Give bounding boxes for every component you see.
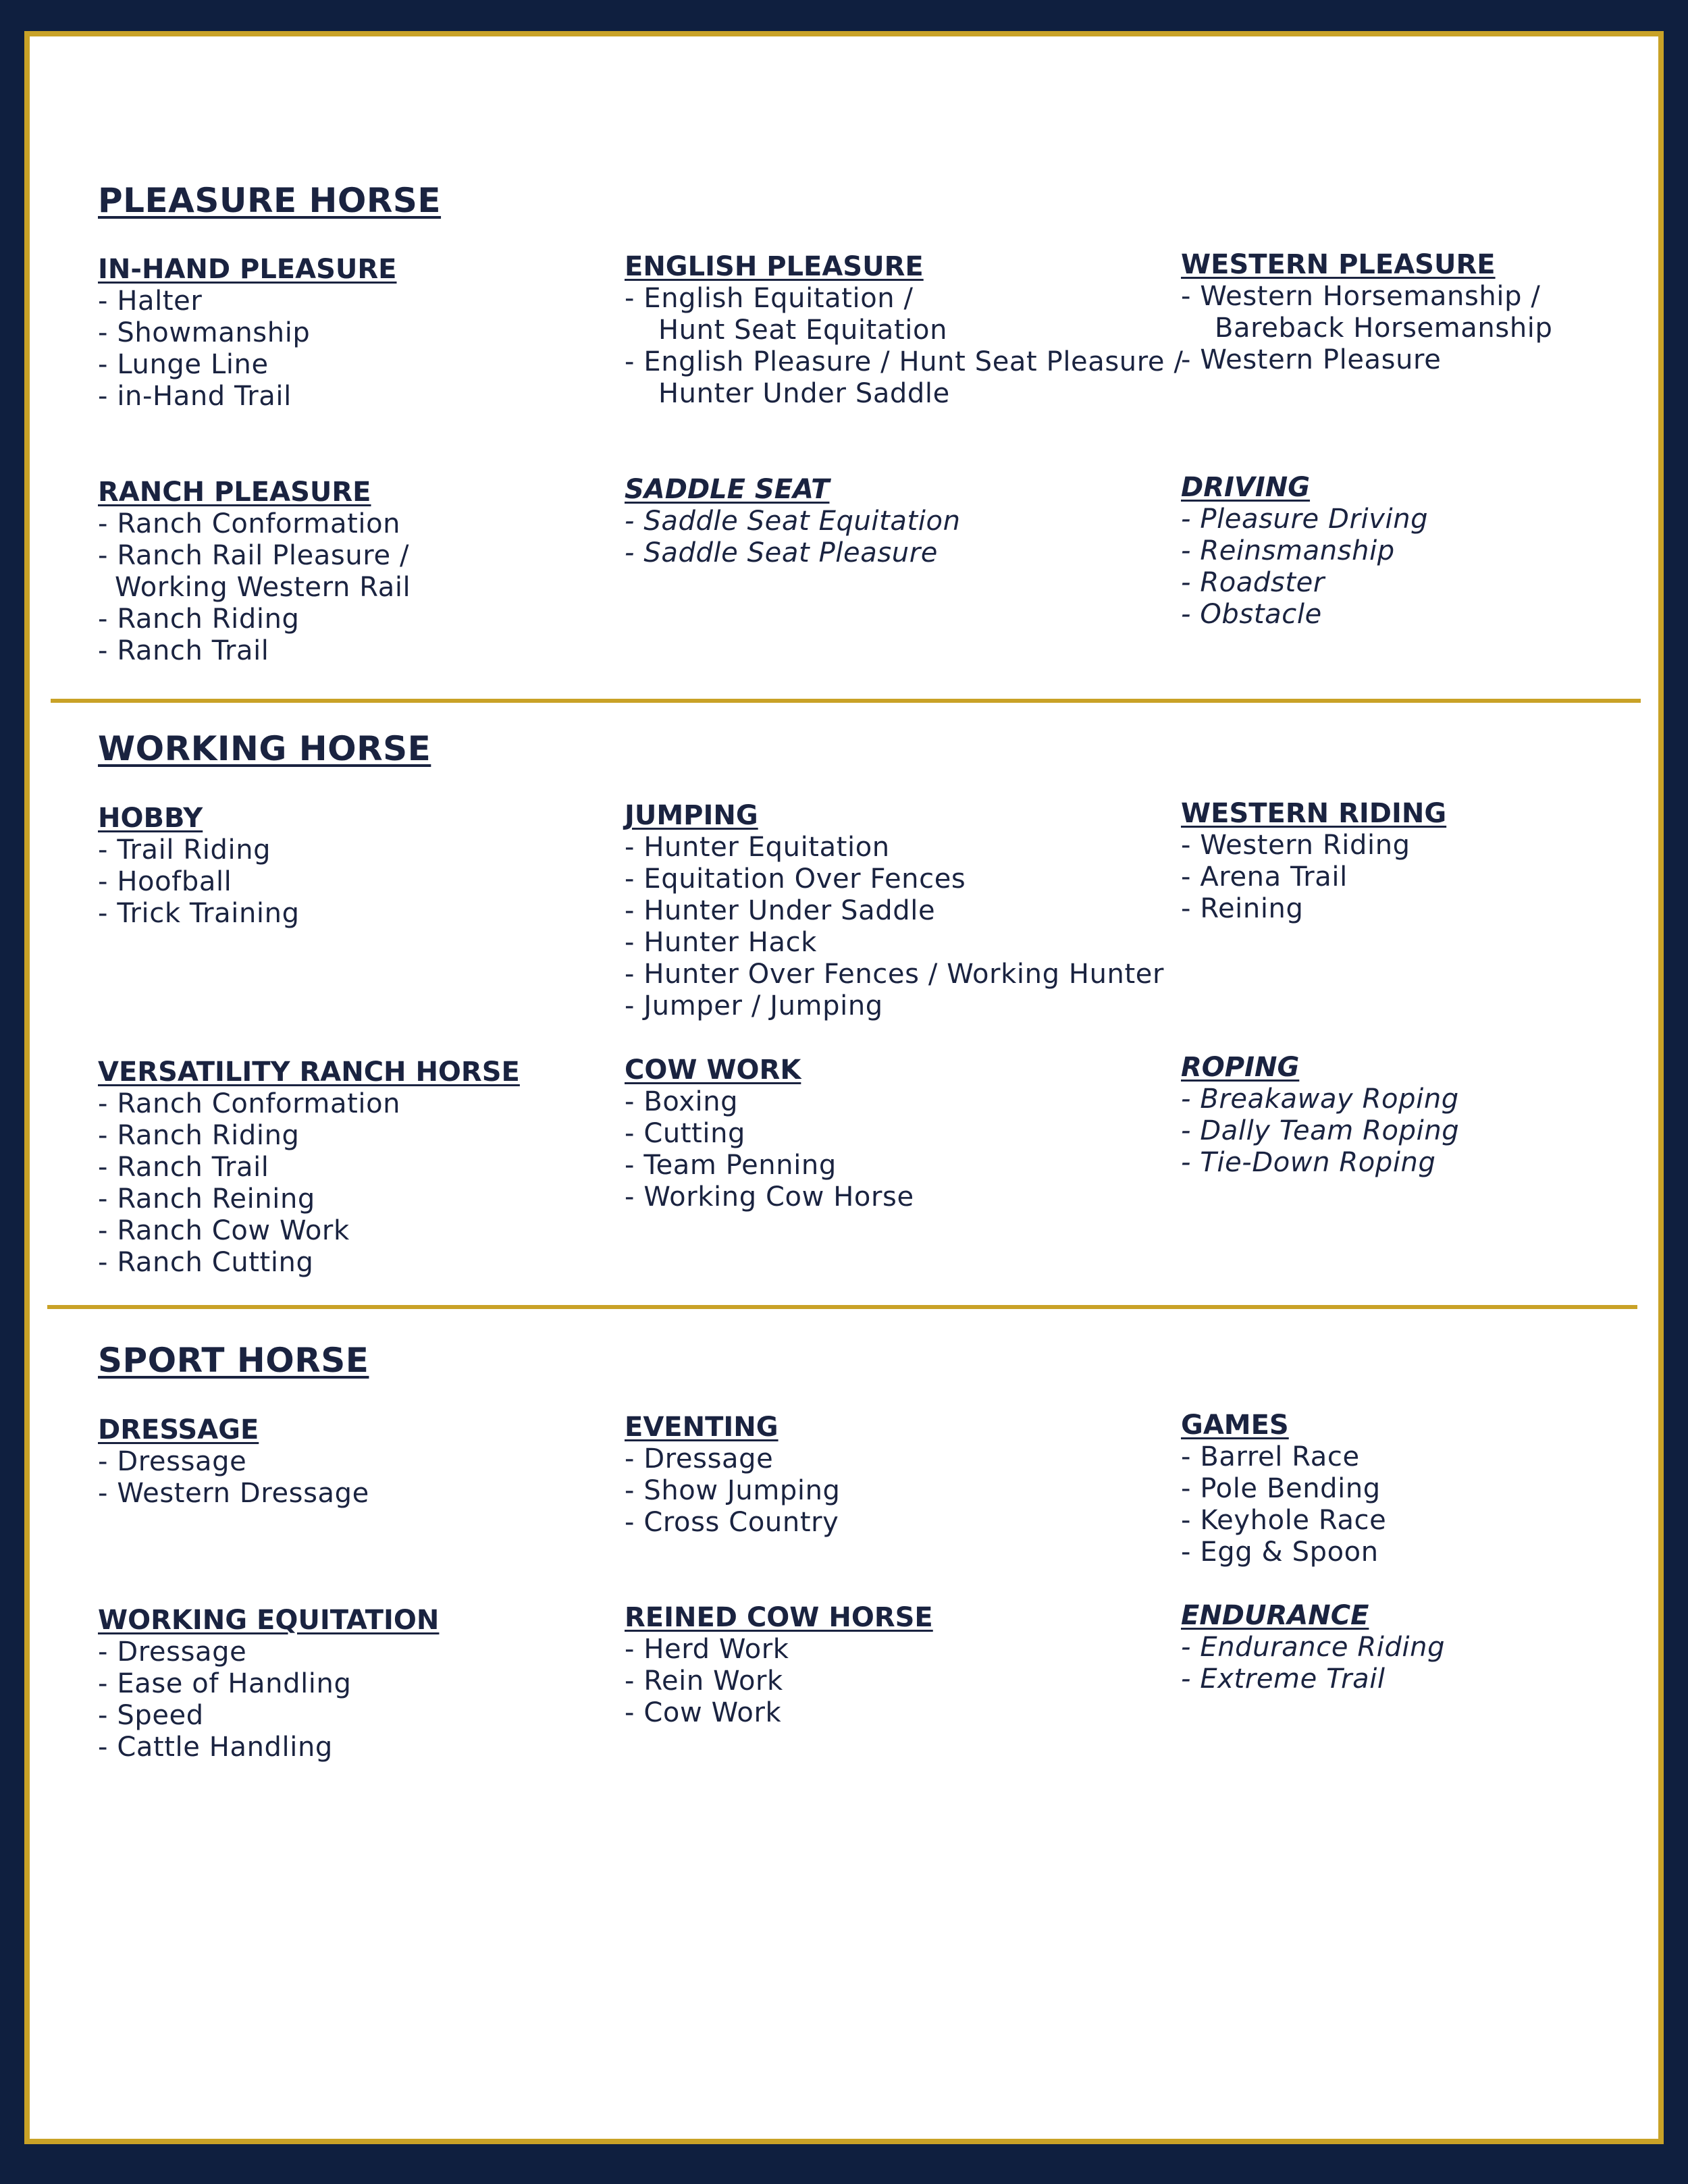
- category-games: [1181, 1409, 1688, 1568]
- list-item: - Cutting: [625, 1118, 746, 1149]
- category-western-riding: [1181, 797, 1688, 925]
- list-item: - Western Pleasure: [1181, 344, 1442, 375]
- list-item: - Ranch Riding: [98, 1120, 300, 1151]
- list-item: - Team Penning: [625, 1150, 837, 1181]
- category-eventing: [625, 1411, 1151, 1539]
- list-item: Hunter Under Saddle: [658, 378, 950, 409]
- list-item: - English Pleasure / Hunt Seat Pleasure /: [625, 346, 1184, 377]
- category-driving: [1181, 471, 1688, 631]
- category-working-equitation: [98, 1604, 625, 1763]
- list-item: - Ease of Handling: [98, 1668, 352, 1699]
- category-title: WESTERN PLEASURE: [1181, 249, 1496, 280]
- category-title: COW WORK: [625, 1055, 801, 1086]
- list-item: - Western Dressage: [98, 1478, 369, 1509]
- category-title: REINED COW HORSE: [625, 1602, 933, 1633]
- list-item: - Dressage: [625, 1443, 774, 1474]
- category-reined-cow-horse: [625, 1601, 1151, 1729]
- list-item: - Roadster: [1181, 567, 1325, 598]
- category-ranch-pleasure: [98, 476, 625, 667]
- list-item: - Rein Work: [625, 1666, 783, 1697]
- list-item: - Reining: [1181, 893, 1304, 924]
- list-item: - Reinsmanship: [1181, 535, 1395, 566]
- list-item: - Western Riding: [1181, 830, 1410, 861]
- category-title: SADDLE SEAT: [625, 474, 830, 505]
- category-versatility-ranch-horse: [98, 1056, 625, 1279]
- list-item: - Hunter Hack: [625, 927, 817, 958]
- list-item: - Pleasure Driving: [1181, 504, 1429, 535]
- category-title: RANCH PLEASURE: [98, 477, 371, 508]
- list-item: - Arena Trail: [1181, 861, 1348, 893]
- list-item: - Hunter Equitation: [625, 832, 890, 863]
- list-item: - Hoofball: [98, 866, 232, 897]
- list-item: - Obstacle: [1181, 599, 1322, 630]
- category-in-hand-pleasure: [98, 253, 625, 412]
- list-item: - Ranch Rail Pleasure /: [98, 540, 410, 571]
- list-item: - Herd Work: [625, 1634, 789, 1665]
- category-title: ENGLISH PLEASURE: [625, 251, 924, 282]
- category-jumping: [625, 799, 1165, 1022]
- list-item: - Ranch Cow Work: [98, 1215, 350, 1246]
- list-item: - Speed: [98, 1700, 204, 1731]
- category-title: VERSATILITY RANCH HORSE: [98, 1057, 520, 1088]
- list-item: - Dressage: [98, 1446, 247, 1477]
- list-item: - Extreme Trail: [1181, 1663, 1386, 1695]
- section-divider: [51, 699, 1641, 703]
- list-item: - Endurance Riding: [1181, 1632, 1446, 1663]
- list-item: - Showmanship: [98, 317, 311, 348]
- category-title: GAMES: [1181, 1410, 1289, 1441]
- list-item: - Cattle Handling: [98, 1732, 333, 1763]
- section-title: SPORT HORSE: [98, 1341, 369, 1380]
- list-item: - Ranch Trail: [98, 635, 269, 666]
- category-western-pleasure: [1181, 248, 1688, 376]
- list-item: - Show Jumping: [625, 1475, 841, 1506]
- list-item: - Boxing: [625, 1086, 739, 1117]
- section-title: PLEASURE HORSE: [98, 181, 442, 220]
- list-item: - Saddle Seat Equitation: [625, 506, 961, 537]
- list-item: - Lunge Line: [98, 349, 269, 380]
- category-cow-work: [625, 1054, 1151, 1213]
- list-item: - Ranch Riding: [98, 604, 300, 635]
- list-item: - Tie-Down Roping: [1181, 1147, 1436, 1178]
- category-title: ENDURANCE: [1181, 1600, 1369, 1631]
- list-item: - Ranch Conformation: [98, 508, 401, 539]
- list-item: - Breakaway Roping: [1181, 1084, 1459, 1115]
- list-item: - Egg & Spoon: [1181, 1537, 1379, 1568]
- list-item: - Halter: [98, 286, 203, 317]
- list-item: - Western Horsemanship /: [1181, 281, 1541, 312]
- category-title: IN-HAND PLEASURE: [98, 254, 397, 285]
- list-item: - Working Cow Horse: [625, 1181, 914, 1213]
- category-title: WORKING EQUITATION: [98, 1605, 440, 1636]
- list-item: - English Equitation /: [625, 283, 914, 314]
- category-english-pleasure: [625, 250, 1184, 410]
- list-item: - Pole Bending: [1181, 1473, 1381, 1504]
- list-item: - Ranch Cutting: [98, 1247, 314, 1278]
- list-item: Working Western Rail: [115, 572, 411, 603]
- list-item: - Dally Team Roping: [1181, 1115, 1460, 1146]
- list-item: - Ranch Conformation: [98, 1088, 401, 1119]
- list-item: - Hunter Under Saddle: [625, 895, 936, 926]
- category-saddle-seat: [625, 473, 1151, 569]
- category-title: HOBBY: [98, 803, 203, 834]
- list-item: - Ranch Trail: [98, 1152, 269, 1183]
- list-item: - Jumper / Jumping: [625, 990, 883, 1021]
- section-title: WORKING HORSE: [98, 729, 431, 768]
- category-title: DRIVING: [1181, 472, 1311, 503]
- category-title: EVENTING: [625, 1412, 779, 1443]
- list-item: - in-Hand Trail: [98, 381, 292, 412]
- category-title: JUMPING: [625, 800, 758, 831]
- category-hobby: [98, 802, 625, 930]
- list-item: - Trail Riding: [98, 834, 271, 865]
- category-title: DRESSAGE: [98, 1414, 259, 1445]
- list-item: Bareback Horsemanship: [1215, 313, 1553, 344]
- list-item: - Trick Training: [98, 898, 300, 929]
- list-item: - Cross Country: [625, 1507, 839, 1538]
- list-item: - Saddle Seat Pleasure: [625, 537, 938, 568]
- category-dressage: [98, 1414, 625, 1510]
- section-divider: [47, 1305, 1637, 1309]
- list-item: - Ranch Reining: [98, 1183, 315, 1215]
- list-item: - Barrel Race: [1181, 1441, 1360, 1472]
- list-item: - Keyhole Race: [1181, 1505, 1387, 1536]
- list-item: - Dressage: [98, 1636, 247, 1668]
- category-title: ROPING: [1181, 1052, 1300, 1083]
- list-item: - Cow Work: [625, 1697, 782, 1728]
- list-item: - Hunter Over Fences / Working Hunter: [625, 959, 1165, 990]
- list-item: Hunt Seat Equitation: [658, 315, 948, 346]
- list-item: - Equitation Over Fences: [625, 863, 966, 895]
- category-endurance: [1181, 1599, 1688, 1695]
- category-title: WESTERN RIDING: [1181, 798, 1447, 829]
- category-roping: [1181, 1051, 1688, 1179]
